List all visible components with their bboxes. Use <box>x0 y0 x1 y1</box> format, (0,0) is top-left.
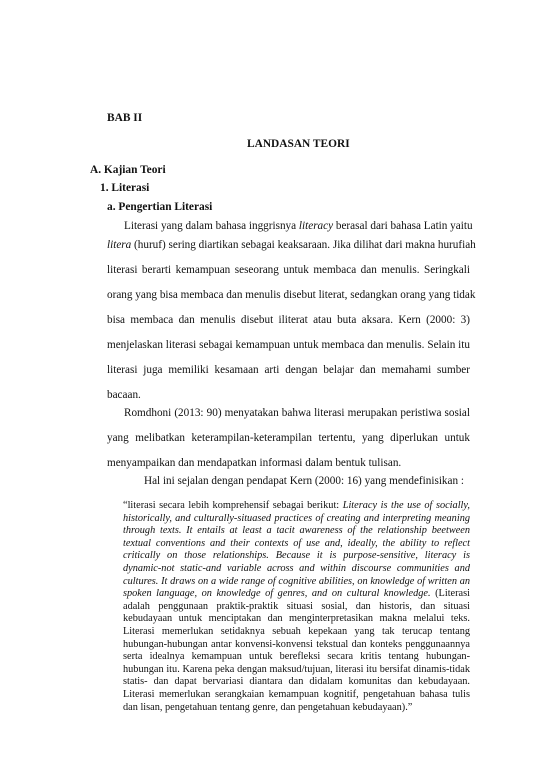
para1-line2: litera (huruf) sering diartikan sebagai keaksaraan. Jika dilihat dari makna hurufiah <box>107 239 476 251</box>
para1-line4: orang yang bisa membaca dan menulis disebut literat, sedangkan orang yang tidak <box>107 289 476 301</box>
quote-lead: “literasi secara lebih komprehensif sebagai berikut: <box>123 500 343 511</box>
chapter-title: LANDASAN TEORI <box>247 138 350 150</box>
para1-line1: Literasi yang dalam bahasa inggrisnya literacy berasal dari bahasa Latin yaitu <box>124 220 473 232</box>
para2-line1: Romdhoni (2013: 90) menyatakan bahwa literasi merupakan peristiwa sosial <box>124 407 470 419</box>
para2-line2: yang melibatkan keterampilan-keterampilan tertentu, yang diperlukan untuk <box>107 432 470 444</box>
block-quote <box>123 500 470 714</box>
para2-line3: menyampaikan dan mendapatkan informasi dalam bentuk tulisan. <box>107 457 402 469</box>
para1-line3: literasi berarti kemampuan seseorang untuk membaca dan menulis. Seringkali <box>107 264 470 276</box>
quote-english: Literacy is the use of socially, historically, and culturally-situased practices of creating and interpreting meaning through texts. It entails at least a tacit awareness of the relationship beetween textual conventions and their contexts of use and, ideally, the ability to reflect critically on those relationships. Because it is purpose-sensitive, literacy is dynamic-not static-and variable across and within discourse communities and cultures. It draws on a wide range of cognitive abilities, on knowledge of written an spoken language, on knowledge of genres, and on cultural knowledge. <box>123 500 470 600</box>
para3-line: Hal ini sejalan dengan pendapat Kern (2000: 16) yang mendefinisikan : <box>144 475 464 487</box>
para1-line6: menjelaskan literasi sebagai kemampuan untuk membaca dan menulis. Selain itu <box>107 339 470 351</box>
para1-line7: literasi juga memiliki kesamaan arti dengan belajar dan memahami sumber <box>107 364 470 376</box>
subsubsection-heading: a. Pengertian Literasi <box>107 201 213 213</box>
para1-line8: bacaan. <box>107 389 141 401</box>
section-heading: A. Kajian Teori <box>90 164 166 176</box>
chapter-label: BAB II <box>107 112 143 124</box>
subsection-heading: 1. Literasi <box>100 182 150 194</box>
para1-line5: bisa membaca dan menulis disebut iliterat atau buta aksara. Kern (2000: 3) <box>107 314 470 326</box>
quote-translation: (Literasi adalah penggunaan praktik-praktik situasi sosial, dan historis, dan situasi kebudayaan untuk menciptakan dan menginterpretasikan makna melalui teks. Literasi memerlukan setidaknya sebuah kepekaan yang tak terucap tentang hubungan-hubungan antar konvensi-konvensi tekstual dan konteks penggunaannya serta idealnya kemampuan untuk berefleksi secara kritis tentang hubungan-hubungan itu. Karena peka dengan maksud/tujuan, literasi itu bersifat dinamis-tidak statis- dan dapat bervariasi diantara dan didalam komunitas dan kebudayaan. Literasi memerlukan serangkaian kemampuan kognitif, pengetahuan bahasa tulis dan lisan, pengetahuan tentang genre, dan pengetahuan kebudayaan).” <box>123 588 470 713</box>
